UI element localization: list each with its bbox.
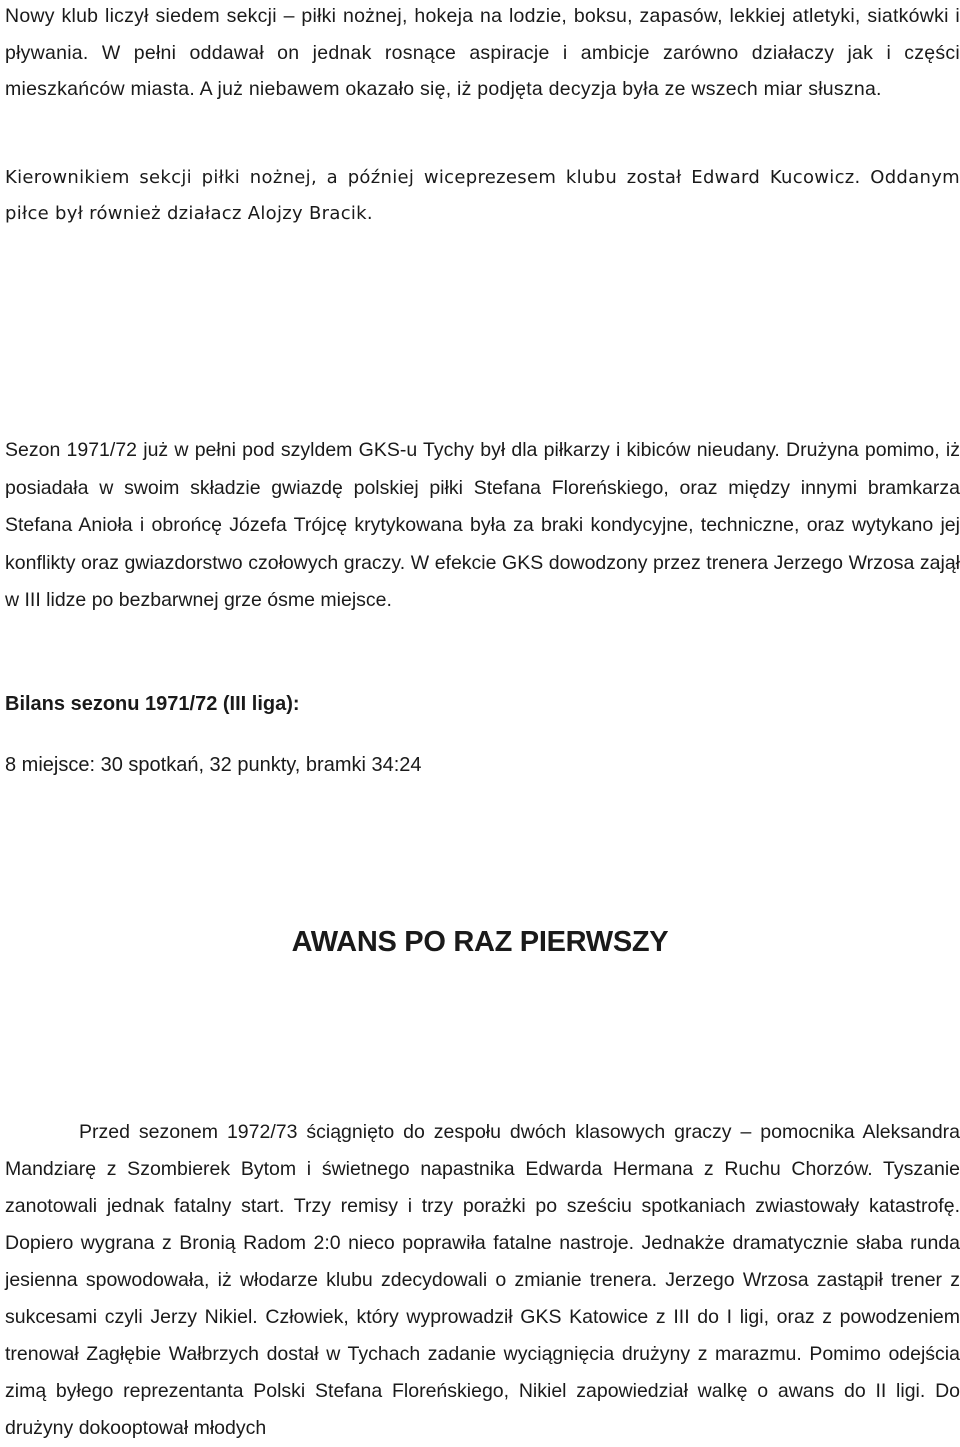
section-heading: AWANS PO RAZ PIERWSZY [291,926,669,958]
season-summary-line: 8 miejsce: 30 spotkań, 32 punkty, bramki 34:24 [5,754,422,776]
season-summary-heading: Bilans sezonu 1971/72 (III liga): [5,693,300,715]
paragraph-club-sections: Nowy klub liczył siedem sekcji – piłki nożnej, hokeja na lodzie, boksu, zapasów, lekkiej atletyki, siatkówki i pływania. W pełni oddawał on jednak rosnące aspiracje i ambicje zarówno działaczy jak i części mieszkańców miasta. A już niebawem okazało się, iż podjęta decyzja była ze wszech miar słuszna. [5,5,960,100]
paragraph-football-section-leaders: Kierownikiem sekcji piłki nożnej, a później wiceprezesem klubu został Edward Kucowicz. Oddanym piłce był również działacz Alojzy Bracik. [5,167,960,224]
paragraph-season-1972-73: Przed sezonem 1972/73 ściągnięto do zespołu dwóch klasowych graczy – pomocnika Aleksandra Mandziarę z Szombierek Bytom i świetnego napastnika Edwarda Hermana z Ruchu Chorzów. Tyszanie zanotowali jednak fatalny start. Trzy remisy i trzy porażki po sześciu spotkaniach zwiastowały katastrofę. Dopiero wygrana z Bronią Radom 2:0 nieco poprawiła fatalne nastroje. Jednakże dramatycznie słaba runda jesienna spowodowała, iż włodarze klubu zdecydowali o zmianie trenera. Jerzego Wrzosa zastąpił trener z sukcesami czyli Jerzy Nikiel. Człowiek, który wyprowadził GKS Katowice z III do I ligi, oraz z powodzeniem trenował Zagłębie Wałbrzych dostał w Tychach zadanie wyciągnięcia drużyny z marazmu. Pomimo odejścia zimą byłego reprezentanta Polski Stefana Floreńskiego, Nikiel zapowiedział walkę o awans do II ligi. Do drużyny dokooptował młodych [5,1121,960,1439]
paragraph-season-1971-72: Sezon 1971/72 już w pełni pod szyldem GKS-u Tychy był dla piłkarzy i kibiców nieudany. Drużyna pomimo, iż posiadała w swoim składzie gwiazdę polskiej piłki Stefana Floreńskiego, oraz między innymi bramkarza Stefana Anioła i obrońcę Józefa Trójcę krytykowana była za braki kondycyjne, techniczne, oraz wytykano jej konflikty oraz gwiazdorstwo czołowych graczy. W efekcie GKS dowodzony przez trenera Jerzego Wrzosa zajął w III lidze po bezbarwnej grze ósme miejsce. [5,439,960,611]
